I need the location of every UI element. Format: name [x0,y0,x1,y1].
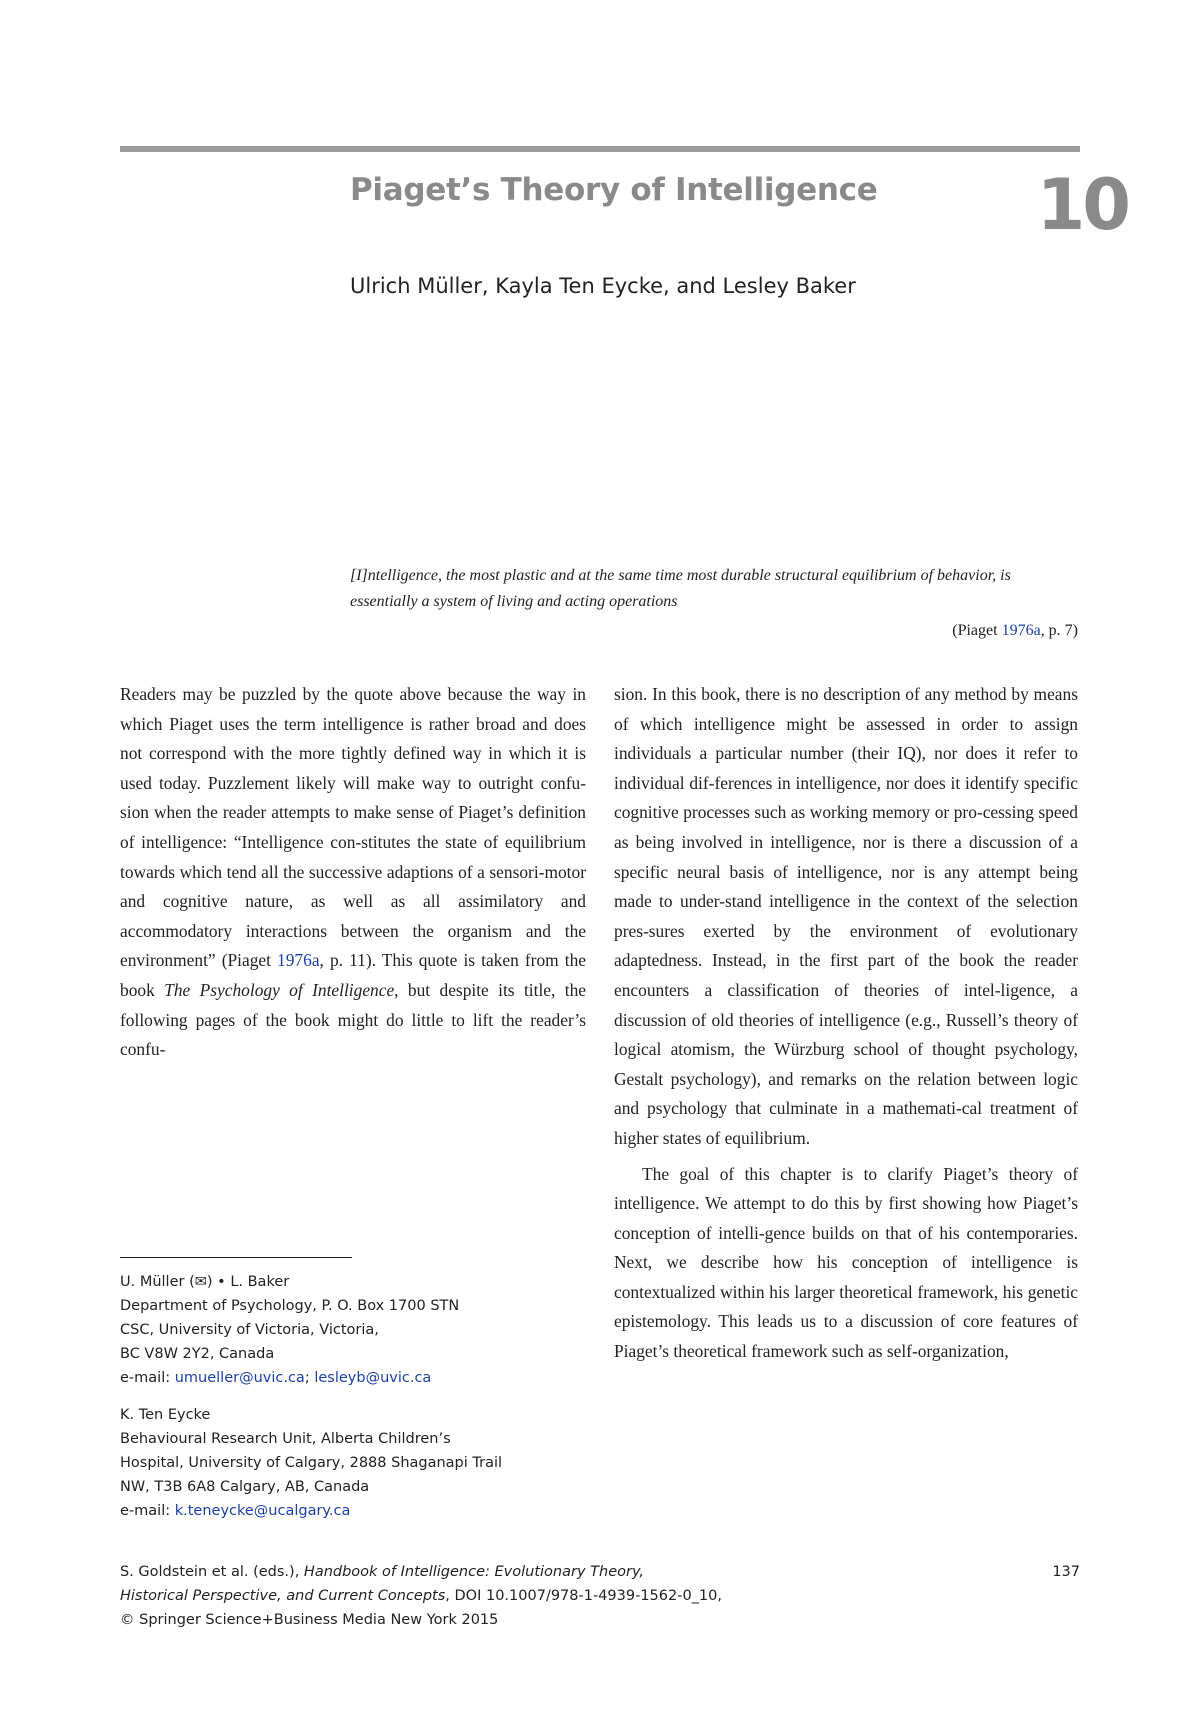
body-paragraph: The goal of this chapter is to clarify Piaget’s theory of intelligence. We attempt to do this by first showing how Piaget’s conception of intelli-gence builds on that of his contemporaries. Next, we describe how his conception of intelligence is contextualized within his larger theoretical framework, his genetic epistemology. This leads us to a discussion of core features of Piaget’s theoretical framework such as self-organization, [614,1163,1078,1362]
chapter-top-rule [120,146,1080,152]
citation-suffix: , p. 7) [1040,622,1078,639]
affiliation-line: Department of Psychology, P. O. Box 1700 STN [120,1298,460,1314]
footer-copyright: © Springer Science+Business Media New York 2015 [120,1612,499,1628]
footer-book-title: Historical Perspective, and Current Concepts [120,1588,446,1604]
body-column-right [614,680,1078,1367]
affiliation-line: Hospital, University of Calgary, 2888 Shaganapi Trail [120,1455,503,1471]
body-paragraph [120,680,586,1065]
affiliation-email-line [120,1366,590,1390]
affiliation-names: K. Ten Eycke [120,1407,211,1423]
affiliation-line: Behavioural Research Unit, Alberta Children’s [120,1431,451,1447]
page-footer [120,1560,1080,1632]
epigraph-citation [952,622,1078,640]
citation-prefix: (Piaget [952,622,1002,639]
affiliation-line: CSC, University of Victoria, Victoria, [120,1322,379,1338]
body-text: , p. 11). This quote is taken from the book [120,950,586,1000]
citation-link[interactable]: 1976a [1001,622,1041,639]
affiliation-line: NW, T3B 6A8 Calgary, AB, Canada [120,1479,370,1495]
affiliation-line: BC V8W 2Y2, Canada [120,1346,275,1362]
affiliation-email-line [120,1499,590,1523]
chapter-title: Piaget’s Theory of Intelligence [350,172,878,208]
email-link[interactable]: umueller@uvic.ca [174,1370,305,1386]
body-paragraph: sion. In this book, there is no description of any method by means of which intelligence might be assessed in order to assign individuals a particular number (their IQ), nor does it refer to individual dif-ferences in intelligence, nor does it identify specific cognitive processes such as working memory or pro-cessing speed as being involved in intelligence, nor is there a discussion of a specific neural basis of intelligence, nor is any attempt being made to under-stand intelligence in the context of the selection pres-sures exerted by the environment of evolutionary adaptedness. Instead, in the first part of the book the reader encounters a classification of theories of intel-ligence, a discussion of old theories of intelligence (e.g., Russell’s theory of logical atomism, the Würzburg school of thought psychology, Gestalt psychology), and remarks on the relation between logic and psychology that culminate in a mathemati-cal treatment of higher states of equilibrium. [614,684,1078,1148]
footer-book-title: Handbook of Intelligence: Evolutionary Theory, [303,1564,645,1580]
footer-doi: , DOI 10.1007/978-1-4939-1562-0_10, [445,1588,722,1604]
email-label: e-mail: [120,1370,175,1386]
email-separator: ; [304,1370,315,1386]
page-number: 137 [1052,1564,1080,1580]
affiliation-block [120,1403,590,1523]
footer-editors: S. Goldstein et al. (eds.), [120,1564,304,1580]
epigraph-quote: [I]ntelligence, the most plastic and at the same time most durable structural equilibrium of behavior, is essentially a system of living and acting operations [350,567,1011,610]
email-label: e-mail: [120,1503,175,1519]
chapter-authors: Ulrich Müller, Kayla Ten Eycke, and Lesley Baker [350,274,856,298]
footnote-rule [120,1257,352,1258]
affiliation-names: U. Müller (✉) • L. Baker [120,1274,290,1290]
citation-link[interactable]: 1976a [277,950,320,971]
footer-line [120,1584,1080,1608]
email-link[interactable]: lesleyb@uvic.ca [314,1370,432,1386]
footer-line [120,1560,1080,1584]
body-text: , but despite its title, the following pages of the book might do little to lift the reader’s confu- [120,979,586,1060]
email-link[interactable]: k.teneycke@ucalgary.ca [174,1503,351,1519]
affiliation-block [120,1270,590,1390]
body-text: Readers may be puzzled by the quote above because the way in which Piaget uses the term intelligence is rather broad and does not correspond with the more tightly defined way in which it is used today. Puzzlement likely will make way to outright confu-sion when the reader attempts to make sense of Piaget’s definition of intelligence: “Intelligence con-stitutes the state of equilibrium towards which tend all the successive adaptions of a sensori-motor and cognitive nature, as well as all assimilatory and accommodatory interactions between the organism and the environment” (Piaget [120,684,586,971]
book-title: The Psychology of Intelligence [164,979,395,1000]
body-column-left [120,680,586,1065]
chapter-number: 10 [1036,164,1128,246]
